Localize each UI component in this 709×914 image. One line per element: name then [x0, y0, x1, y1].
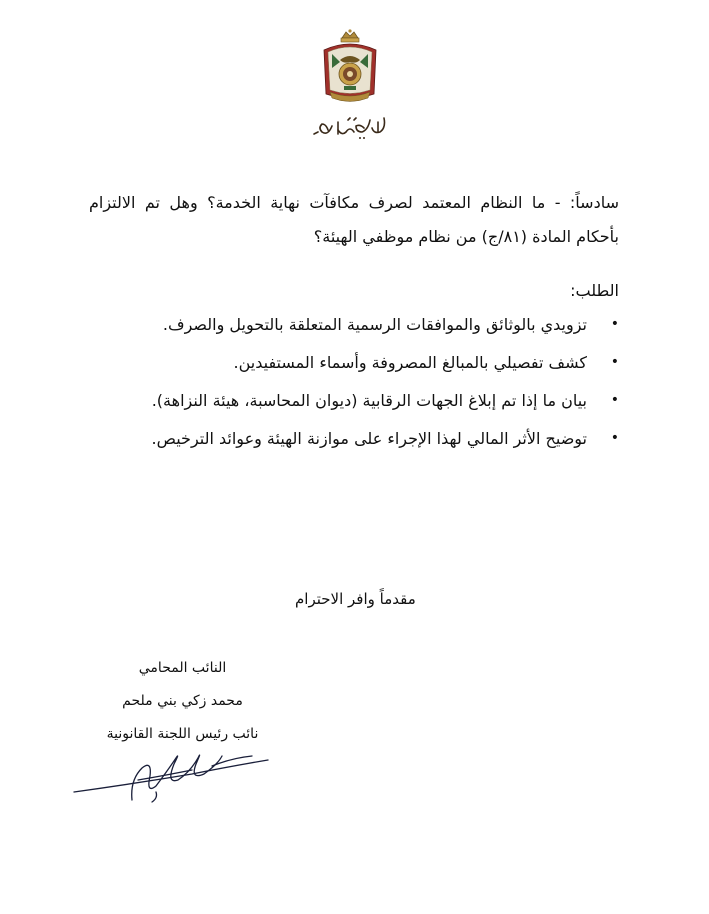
request-text: بيان ما إذا تم إبلاغ الجهات الرقابية (ديوان المحاسبة، هيئة النزاهة). [151, 391, 587, 410]
bullet-icon: • [610, 392, 619, 408]
bullet-icon: • [610, 354, 619, 370]
request-text: كشف تفصيلي بالمبالغ المصروفة وأسماء المستفيدين. [233, 353, 587, 372]
signatory-role: نائب رئيس اللجنة القانونية [106, 726, 259, 742]
bullet-icon: • [610, 316, 619, 332]
list-item [74, 308, 619, 341]
requests-list [74, 308, 619, 460]
parliament-logo [308, 112, 392, 142]
requests-label: الطلب: [570, 281, 619, 300]
list-item [74, 384, 619, 417]
handwritten-signature [72, 740, 272, 810]
signatory-name: محمد زكي بني ملحم [122, 693, 243, 709]
request-text: تزويدي بالوثائق والموافقات الرسمية المتعلقة بالتحويل والصرف. [162, 315, 587, 334]
question-six: سادساً: - ما النظام المعتمد لصرف مكافآت نهاية الخدمة؟ وهل تم الالتزام بأحكام المادة (٨١/ج) من نظام موظفي الهيئة؟ [89, 193, 619, 246]
coat-of-arms-icon [318, 28, 382, 106]
signature-block [100, 652, 265, 751]
list-item [74, 422, 619, 455]
signatory-title: النائب المحامي [138, 660, 227, 676]
closing-salutation: مقدماً وافر الاحترام [295, 590, 416, 608]
bullet-icon: • [610, 430, 619, 446]
list-item [74, 346, 619, 379]
request-text: توضيح الأثر المالي لهذا الإجراء على موازنة الهيئة وعوائد الترخيص. [151, 429, 587, 448]
